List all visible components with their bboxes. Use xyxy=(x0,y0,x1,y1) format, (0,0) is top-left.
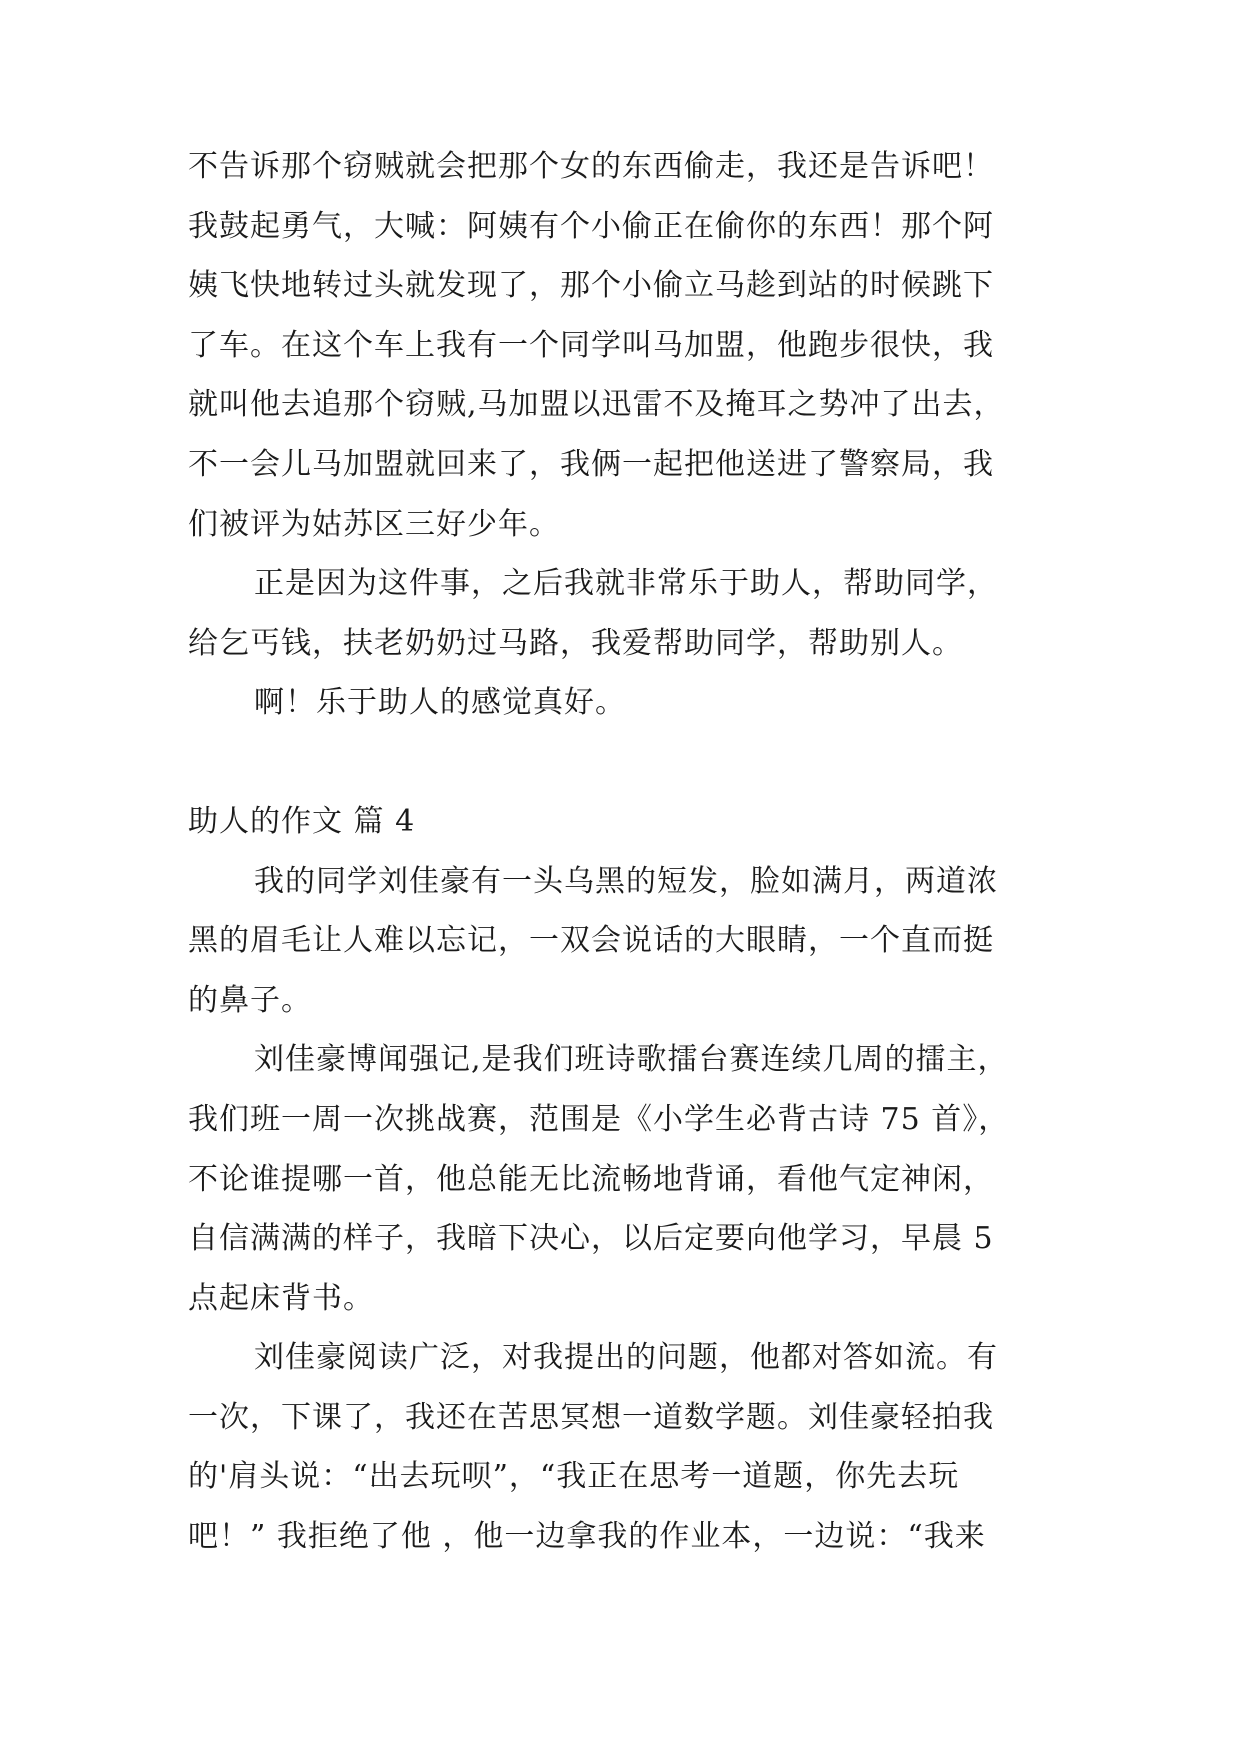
text-line: 我鼓起勇气，大喊：阿姨有个小偷正在偷你的东西！那个阿 xyxy=(188,209,994,244)
paragraph-start-line: 我的同学刘佳豪有一头乌黑的短发，脸如满月，两道浓 xyxy=(254,864,998,899)
text-line: 吧！” 我拒绝了他 ，他一边拿我的作业本，一边说：“我来 xyxy=(188,1519,986,1554)
text-line: 我们班一周一次挑战赛，范围是《小学生必背古诗 75 首》， xyxy=(188,1102,1010,1137)
text-line: 不论谁提哪一首，他总能无比流畅地背诵，看他气定神闲， xyxy=(188,1162,994,1197)
text-line: 给乞丐钱，扶老奶奶过马路，我爱帮助同学，帮助别人。 xyxy=(188,626,963,661)
text-line: 姨飞快地转过头就发现了，那个小偷立马趁到站的时候跳下 xyxy=(188,268,994,303)
text-line: 们被评为姑苏区三好少年。 xyxy=(188,507,560,542)
text-line: 一次，下课了，我还在苦思冥想一道数学题。刘佳豪轻拍我 xyxy=(188,1400,994,1435)
text-line: 就叫他去追那个窃贼,马加盟以迅雷不及掩耳之势冲了出去， xyxy=(188,387,1005,422)
text-line: 黑的眉毛让人难以忘记，一双会说话的大眼睛，一个直而挺 xyxy=(188,923,994,958)
paragraph-start-line: 刘佳豪阅读广泛，对我提出的问题，他都对答如流。有 xyxy=(254,1340,998,1375)
section-heading: 助人的作文 篇 4 xyxy=(188,804,416,839)
text-line: 的'肩头说：“出去玩呗”，“我正在思考一道题，你先去玩 xyxy=(188,1459,960,1494)
paragraph-start-line: 正是因为这件事，之后我就非常乐于助人，帮助同学， xyxy=(254,566,998,601)
text-line: 自信满满的样子，我暗下决心，以后定要向他学习，早晨 5 xyxy=(188,1221,994,1256)
text-line: 的鼻子。 xyxy=(188,983,312,1018)
text-line: 不告诉那个窃贼就会把那个女的东西偷走，我还是告诉吧！ xyxy=(188,149,994,184)
text-line: 不一会儿马加盟就回来了，我俩一起把他送进了警察局，我 xyxy=(188,447,994,482)
text-line: 点起床背书。 xyxy=(188,1281,374,1316)
text-line: 了车。在这个车上我有一个同学叫马加盟，他跑步很快，我 xyxy=(188,328,994,363)
paragraph-start-line: 啊！乐于助人的感觉真好。 xyxy=(254,685,626,720)
paragraph-start-line: 刘佳豪博闻强记,是我们班诗歌擂台赛连续几周的擂主， xyxy=(254,1042,1009,1077)
